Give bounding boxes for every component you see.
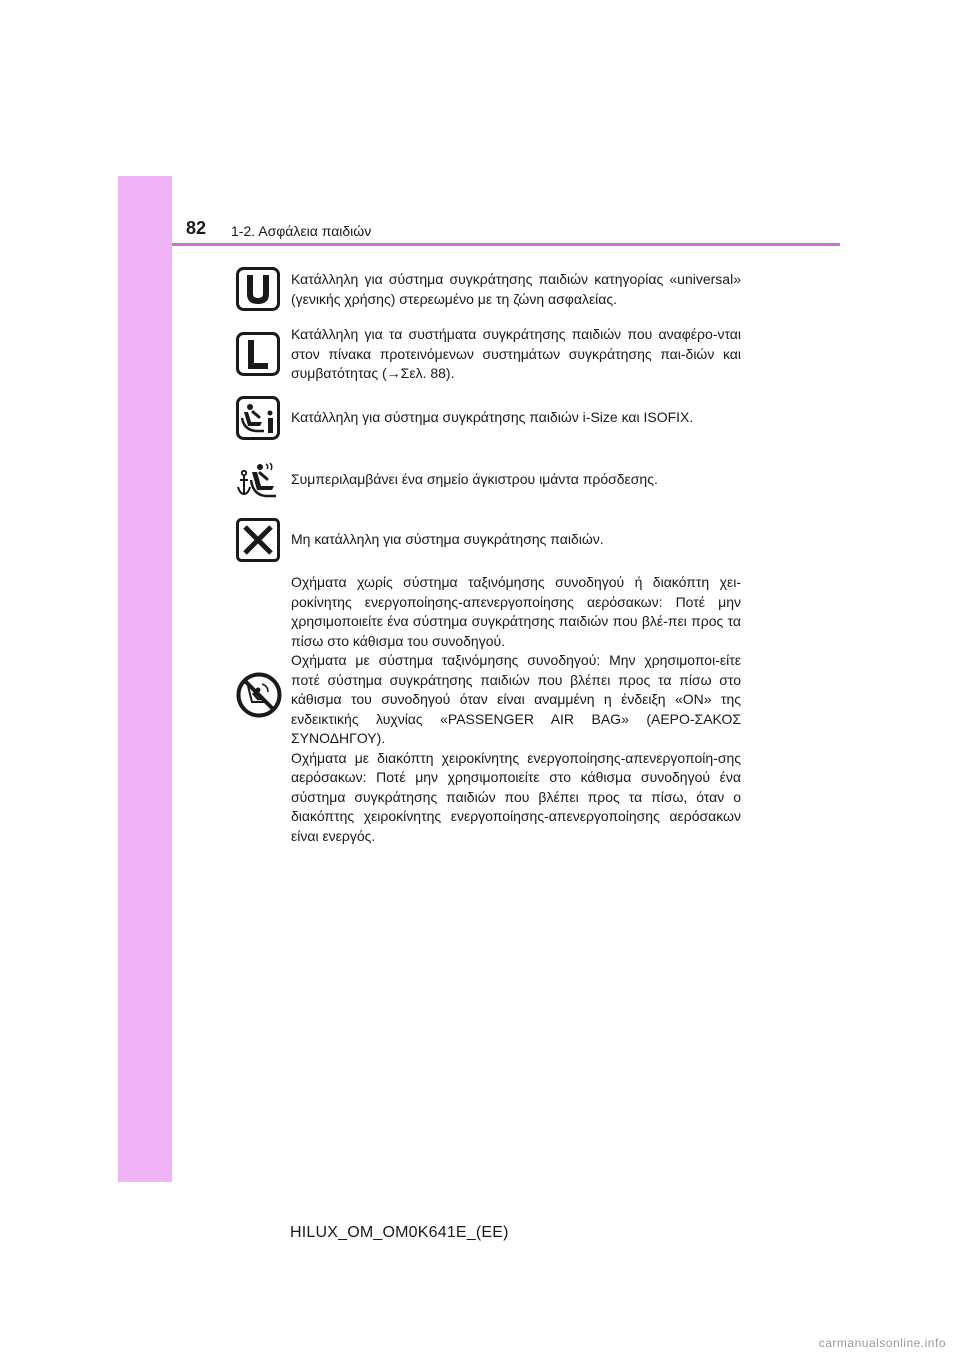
letter-u-icon — [236, 267, 280, 311]
page-number: 82 — [186, 218, 207, 238]
chapter-side-tab — [118, 176, 172, 1182]
row-cross-description: Μη κατάλληλη για σύστημα συγκράτησης παιδιών. — [291, 531, 604, 547]
prohibited-paragraph: Οχήματα με διακόπτη χειροκίνητης ενεργοποίησης-απενεργοποίη-σης αερόσακων: Ποτέ μην χρησιμοποιείτε στο κάθισμα συνοδηγού ένα σύστημα συγκράτησης παιδιών που βλέπει προς τα πίσω, όταν ο διακόπτης χειροκίνητης ενεργοποίησης-απενεργοποίησης αερόσακων είναι ενεργός. — [291, 749, 741, 844]
row-u-description: Κατάλληλη για σύστημα συγκράτησης παιδιών κατηγορίας «universal» (γενικής χρήσης) στερεωμένο με τη ζώνη ασφαλείας. — [291, 271, 741, 307]
cross-box-icon — [236, 518, 280, 562]
row-anchor-description: Συμπεριλαμβάνει ένα σημείο άγκιστρου ιμάντα πρόσδεσης. — [291, 471, 658, 487]
prohibited-paragraph: Οχήματα χωρίς σύστημα ταξινόμησης συνοδηγού ή διακόπτη χει-ροκίνητης ενεργοποίησης-απενεργοποίησης αερόσακων: Ποτέ μην χρησιμοποιείτε ένα σύστημα συγκράτησης παιδιών που βλέ-πει προς τα πίσω στο κάθισμα του συνοδηγού. — [291, 574, 741, 649]
letter-l-icon — [236, 332, 280, 376]
child-seat-i-size-icon — [236, 396, 280, 440]
document-code: HILUX_OM_OM0K641E_(EE) — [290, 1224, 509, 1241]
prohibited-paragraph: Οχήματα με σύστημα ταξινόμησης συνοδηγού: Μην χρησιμοποι-είτε ποτέ σύστημα συγκράτησης παιδιών που βλέπει προς τα πίσω στο κάθισμα του συνοδηγού όταν είναι αναμμένη η ένδειξη «ON» της ενδεικτικής λυχνίας «PASSENGER AIR BAG» (ΑΕΡΟ-ΣΑΚΟΣ ΣΥΝΟΔΗΓΟΥ). — [291, 652, 741, 746]
anchor-child-seat-icon — [236, 458, 280, 502]
row-i-size-description: Κατάλληλη για σύστημα συγκράτησης παιδιών i-Size και ISOFIX. — [291, 409, 694, 425]
row-l-description: Κατάλληλη για τα συστήματα συγκράτησης παιδιών που αναφέρο-νται στον πίνακα προτεινόμενων συστημάτων συγκράτησης παι-διών και συμβατότητας (→Σελ. 88). — [291, 326, 741, 381]
header-divider — [172, 243, 840, 246]
watermark: carmanualsonline.info — [818, 1336, 946, 1350]
row-prohibited-description — [291, 573, 741, 846]
prohibited-rear-facing-seat-icon — [236, 672, 282, 718]
section-title: 1-2. Ασφάλεια παιδιών — [231, 223, 372, 239]
